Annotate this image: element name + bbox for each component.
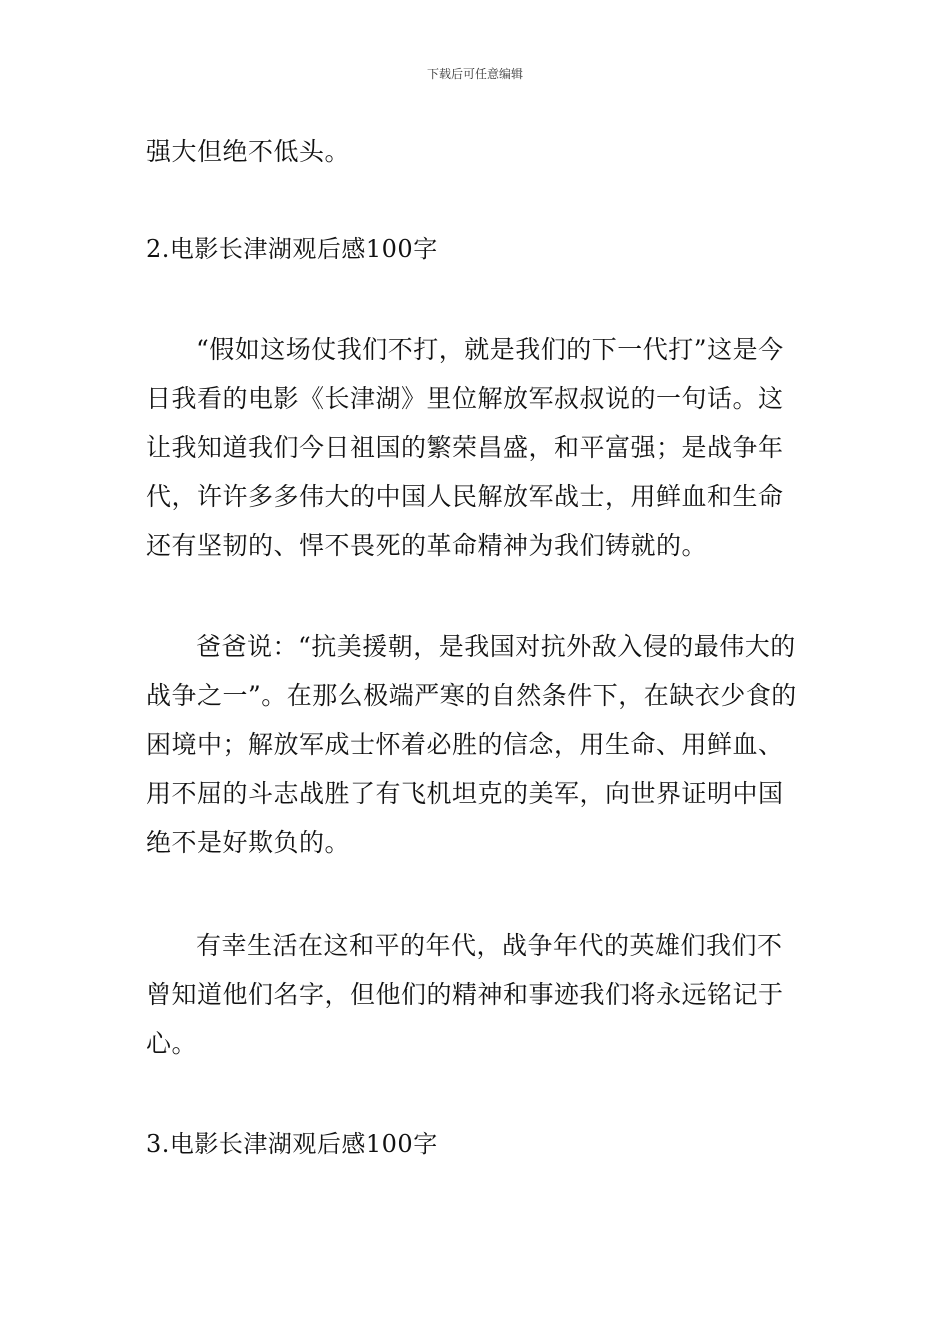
paragraph-2: 爸爸说：“抗美援朝，是我国对抗外敌入侵的最伟大的战争之一”。在那么极端严寒的自然条件下，在缺衣少食的困境中；解放军成士怀着必胜的信念，用生命、用鲜血、用不屈的斗志战胜了有飞机坦克的美军，向世界证明中国绝不是好欺负的。 — [146, 632, 797, 857]
page-header: 下载后可任意编辑 — [426, 67, 523, 81]
paragraph-3: 有幸生活在这和平的年代，战争年代的英雄们我们不曾知道他们名字，但他们的精神和事迹我们将永远铭记于心。 — [146, 931, 784, 1058]
section-heading-2: 2.电影长津湖观后感100字 — [146, 235, 438, 263]
paragraph-1: “假如这场仗我们不打，就是我们的下一代打”这是今日我看的电影《长津湖》里位解放军叔叔说的一句话。这让我知道我们今日祖国的繁荣昌盛，和平富强；是战争年代，许许多多伟大的中国人民解放军战士，用鲜血和生命还有坚韧的、悍不畏死的革命精神为我们铸就的。 — [146, 335, 784, 560]
section-heading-3: 3.电影长津湖观后感100字 — [146, 1130, 438, 1158]
continuation-text: 强大但绝不低头。 — [146, 137, 351, 166]
